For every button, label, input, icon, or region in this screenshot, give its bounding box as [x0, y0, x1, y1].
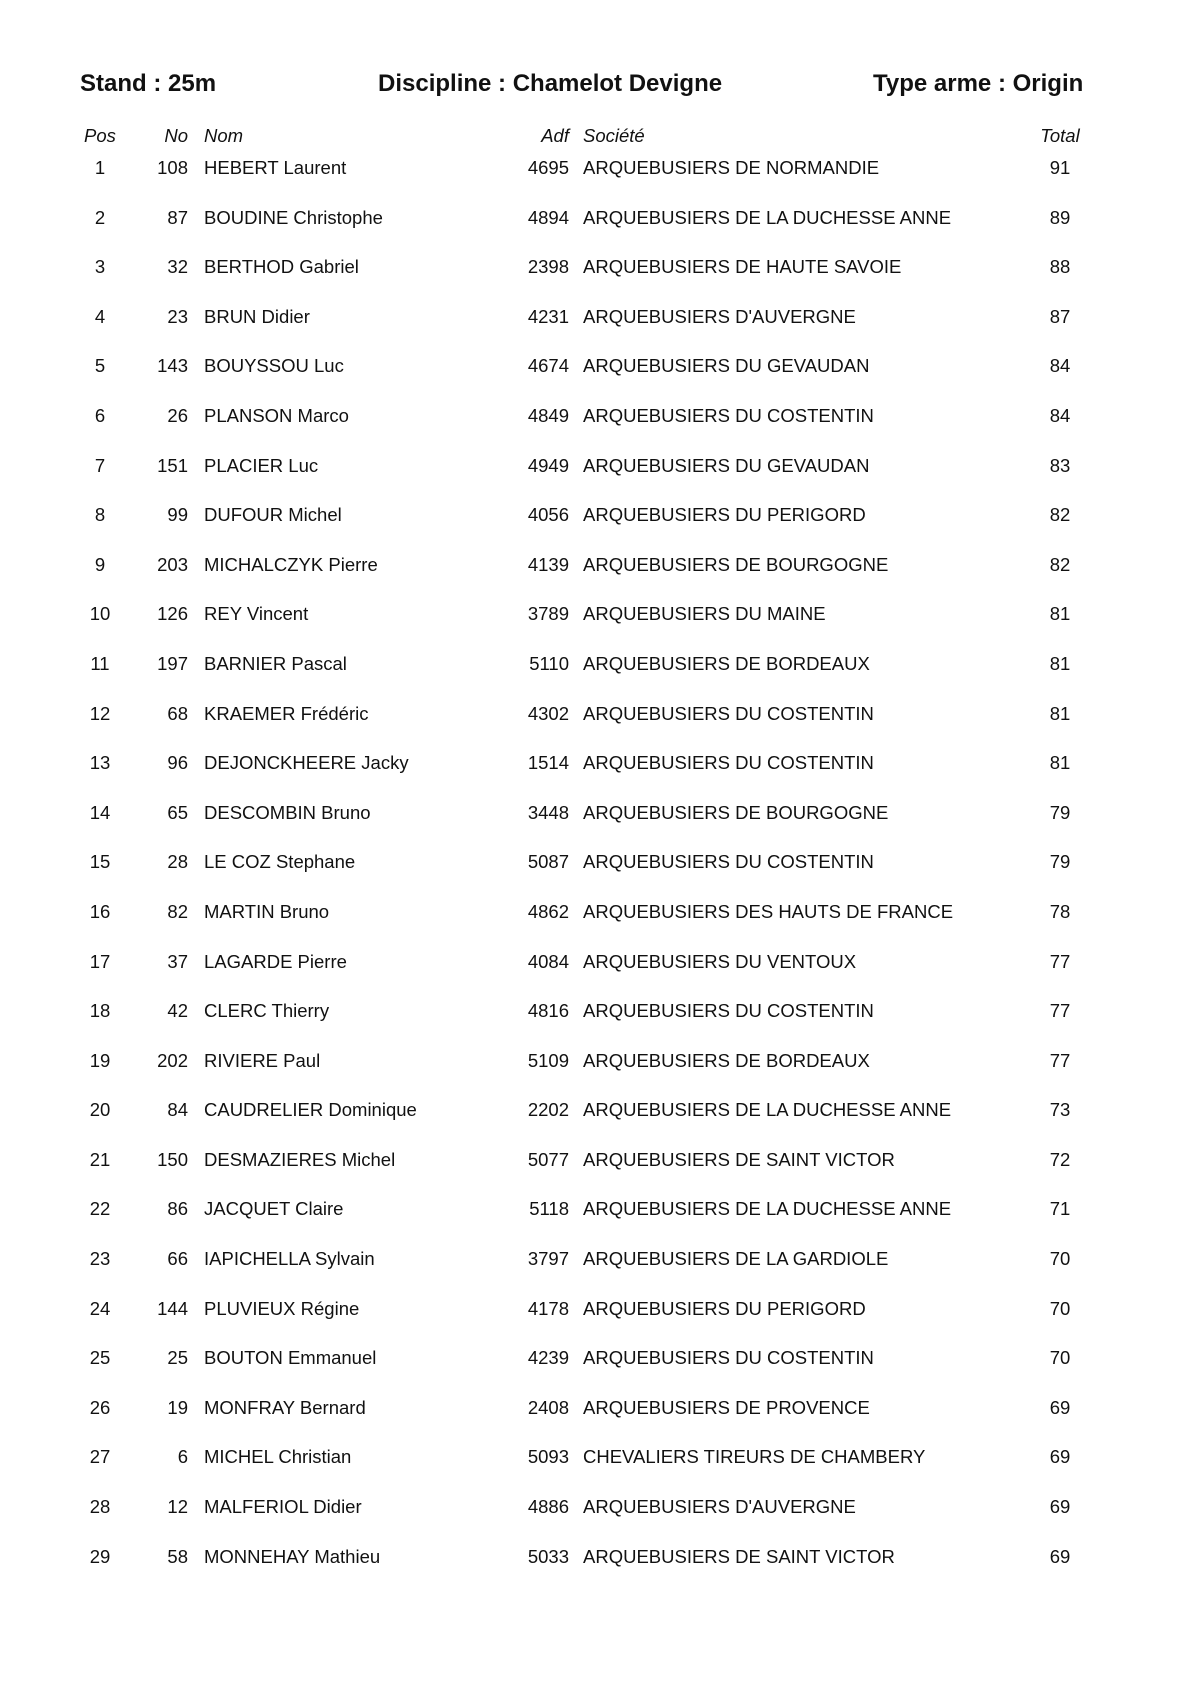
row-societe: ARQUEBUSIERS DE LA DUCHESSE ANNE [583, 1099, 952, 1121]
row-adf: 4674 [527, 355, 569, 377]
row-no: 37 [167, 950, 188, 972]
row-societe: ARQUEBUSIERS DE BOURGOGNE [583, 553, 889, 575]
table-row [0, 405, 1190, 455]
results-table-header [0, 125, 1190, 147]
row-no: 126 [157, 603, 188, 625]
row-adf: 4849 [527, 404, 569, 426]
row-nom: PLANSON Marco [204, 404, 349, 426]
row-societe: ARQUEBUSIERS DU COSTENTIN [583, 702, 874, 724]
row-no: 151 [157, 454, 188, 476]
row-societe: ARQUEBUSIERS DU MAINE [583, 603, 826, 625]
row-pos: 19 [89, 1049, 111, 1071]
row-no: 6 [177, 1446, 188, 1468]
table-row [0, 1050, 1190, 1100]
row-total: 71 [1049, 1198, 1071, 1220]
row-adf: 2202 [527, 1099, 569, 1121]
table-row [0, 256, 1190, 306]
row-societe: ARQUEBUSIERS DE BOURGOGNE [583, 801, 889, 823]
stand-title: Stand : 25m [80, 70, 217, 97]
row-pos: 4 [94, 305, 106, 327]
row-pos: 26 [89, 1396, 111, 1418]
row-adf: 5093 [527, 1446, 569, 1468]
page-header [0, 70, 1190, 110]
table-row [0, 1446, 1190, 1496]
row-pos: 23 [89, 1248, 111, 1270]
row-no: 23 [167, 305, 188, 327]
table-row [0, 1298, 1190, 1348]
row-no: 202 [157, 1049, 188, 1071]
row-societe: ARQUEBUSIERS DU COSTENTIN [583, 1000, 874, 1022]
row-adf: 5110 [529, 652, 569, 674]
table-row [0, 455, 1190, 505]
row-no: 87 [167, 206, 188, 228]
row-total: 73 [1049, 1099, 1071, 1121]
row-pos: 1 [94, 157, 106, 178]
row-pos: 24 [89, 1297, 111, 1319]
row-nom: HEBERT Laurent [204, 157, 347, 178]
table-row [0, 1347, 1190, 1397]
row-pos: 29 [89, 1545, 111, 1567]
row-adf: 4084 [527, 950, 569, 972]
row-nom: PLUVIEUX Régine [204, 1297, 360, 1319]
row-societe: ARQUEBUSIERS DE BORDEAUX [583, 1049, 870, 1071]
row-total: 70 [1049, 1248, 1071, 1270]
row-no: 32 [167, 256, 188, 278]
row-no: 82 [167, 900, 188, 922]
row-total: 89 [1049, 206, 1071, 228]
column-header-adf: Adf [541, 125, 569, 146]
table-row [0, 802, 1190, 852]
row-nom: LAGARDE Pierre [204, 950, 347, 972]
row-nom: DESCOMBIN Bruno [204, 801, 371, 823]
row-adf: 1514 [527, 752, 569, 774]
row-no: 26 [167, 404, 188, 426]
column-header-nom: Nom [204, 125, 244, 146]
table-row [0, 1198, 1190, 1248]
row-nom: BERTHOD Gabriel [204, 256, 359, 278]
row-pos: 3 [94, 256, 106, 278]
row-total: 69 [1049, 1545, 1071, 1567]
row-total: 81 [1049, 603, 1071, 625]
row-adf: 4178 [527, 1297, 569, 1319]
row-no: 99 [167, 504, 188, 526]
row-nom: BRUN Didier [204, 305, 310, 327]
table-row [0, 703, 1190, 753]
row-societe: ARQUEBUSIERS DE HAUTE SAVOIE [583, 256, 902, 278]
table-row [0, 1496, 1190, 1546]
row-nom: DEJONCKHEERE Jacky [204, 752, 409, 774]
table-row [0, 951, 1190, 1001]
row-societe: ARQUEBUSIERS DE SAINT VICTOR [583, 1148, 895, 1170]
row-no: 197 [157, 652, 188, 674]
row-pos: 12 [89, 702, 111, 724]
row-societe: ARQUEBUSIERS DE PROVENCE [583, 1396, 870, 1418]
row-no: 86 [167, 1198, 188, 1220]
row-total: 83 [1049, 454, 1071, 476]
row-societe: ARQUEBUSIERS DU PERIGORD [583, 504, 866, 526]
row-nom: BOUDINE Christophe [204, 206, 383, 228]
row-total: 84 [1049, 404, 1071, 426]
row-total: 79 [1049, 801, 1071, 823]
row-adf: 4949 [527, 454, 569, 476]
row-adf: 4302 [527, 702, 569, 724]
row-pos: 28 [89, 1496, 111, 1518]
row-pos: 11 [90, 652, 110, 674]
row-no: 28 [167, 851, 188, 873]
row-nom: MICHALCZYK Pierre [204, 553, 378, 575]
type-arme-title: Type arme : Origin [873, 70, 1084, 97]
row-total: 72 [1049, 1148, 1071, 1170]
table-row [0, 752, 1190, 802]
row-adf: 4862 [527, 900, 569, 922]
column-header-pos: Pos [84, 125, 116, 146]
table-row [0, 653, 1190, 703]
row-nom: LE COZ Stephane [204, 851, 356, 873]
column-header-societe: Société [583, 125, 645, 146]
row-pos: 27 [89, 1446, 111, 1468]
row-societe: ARQUEBUSIERS DU COSTENTIN [583, 1347, 874, 1369]
row-nom: KRAEMER Frédéric [204, 702, 369, 724]
row-pos: 22 [89, 1198, 111, 1220]
row-nom: MONNEHAY Mathieu [204, 1545, 381, 1567]
row-societe: ARQUEBUSIERS DU PERIGORD [583, 1297, 866, 1319]
row-total: 79 [1049, 851, 1071, 873]
row-societe: ARQUEBUSIERS DU COSTENTIN [583, 752, 874, 774]
row-societe: ARQUEBUSIERS DU VENTOUX [583, 950, 857, 972]
row-pos: 5 [94, 355, 106, 377]
row-total: 77 [1049, 1049, 1071, 1071]
row-no: 68 [167, 702, 188, 724]
row-nom: MICHEL Christian [204, 1446, 352, 1468]
row-total: 69 [1049, 1496, 1071, 1518]
row-total: 88 [1049, 256, 1071, 278]
row-pos: 7 [94, 454, 106, 476]
row-societe: ARQUEBUSIERS DU COSTENTIN [583, 404, 874, 426]
row-societe: ARQUEBUSIERS DE LA DUCHESSE ANNE [583, 1198, 952, 1220]
row-adf: 4056 [527, 504, 569, 526]
row-pos: 14 [89, 801, 111, 823]
row-pos: 13 [89, 752, 111, 774]
row-adf: 4695 [527, 157, 569, 178]
row-adf: 4231 [527, 305, 569, 327]
table-row [0, 157, 1190, 207]
row-pos: 9 [94, 553, 106, 575]
row-nom: JACQUET Claire [204, 1198, 344, 1220]
row-societe: ARQUEBUSIERS DE BORDEAUX [583, 652, 870, 674]
row-total: 70 [1049, 1297, 1071, 1319]
table-row [0, 851, 1190, 901]
row-societe: ARQUEBUSIERS DE LA GARDIOLE [583, 1248, 889, 1270]
row-no: 25 [167, 1347, 188, 1369]
table-row [0, 1248, 1190, 1298]
table-row [0, 554, 1190, 604]
row-total: 81 [1049, 702, 1071, 724]
column-header-no: No [164, 125, 188, 146]
row-no: 144 [157, 1297, 188, 1319]
row-no: 12 [167, 1496, 188, 1518]
row-pos: 10 [89, 603, 111, 625]
table-row [0, 1149, 1190, 1199]
row-nom: RIVIERE Paul [204, 1049, 321, 1071]
row-adf: 2408 [527, 1396, 569, 1418]
row-total: 81 [1049, 752, 1071, 774]
row-societe: ARQUEBUSIERS DU COSTENTIN [583, 851, 874, 873]
row-no: 66 [167, 1248, 188, 1270]
table-row [0, 1099, 1190, 1149]
row-societe: ARQUEBUSIERS DU GEVAUDAN [583, 454, 870, 476]
table-row [0, 901, 1190, 951]
row-nom: BOUTON Emmanuel [204, 1347, 377, 1369]
row-adf: 4139 [527, 553, 569, 575]
row-adf: 5118 [529, 1198, 569, 1220]
row-pos: 17 [89, 950, 111, 972]
row-nom: MALFERIOL Didier [204, 1496, 362, 1518]
row-total: 69 [1049, 1396, 1071, 1418]
row-nom: IAPICHELLA Sylvain [204, 1248, 375, 1270]
row-no: 84 [167, 1099, 188, 1121]
row-adf: 4886 [527, 1496, 569, 1518]
row-pos: 18 [89, 1000, 111, 1022]
row-nom: DUFOUR Michel [204, 504, 342, 526]
row-adf: 5109 [527, 1049, 569, 1071]
row-societe: ARQUEBUSIERS D'AUVERGNE [583, 305, 856, 327]
row-nom: CLERC Thierry [204, 1000, 330, 1022]
table-row [0, 207, 1190, 257]
row-total: 78 [1049, 900, 1071, 922]
row-adf: 4894 [527, 206, 569, 228]
row-adf: 4239 [527, 1347, 569, 1369]
row-nom: BARNIER Pascal [204, 652, 347, 674]
row-adf: 3789 [527, 603, 569, 625]
row-societe: CHEVALIERS TIREURS DE CHAMBERY [583, 1446, 926, 1468]
row-total: 84 [1049, 355, 1071, 377]
row-pos: 21 [89, 1148, 111, 1170]
table-row [0, 1546, 1190, 1596]
row-nom: BOUYSSOU Luc [204, 355, 344, 377]
row-societe: ARQUEBUSIERS D'AUVERGNE [583, 1496, 856, 1518]
row-pos: 6 [94, 404, 106, 426]
table-row [0, 355, 1190, 405]
row-total: 87 [1049, 305, 1071, 327]
row-pos: 8 [94, 504, 106, 526]
row-no: 150 [157, 1148, 188, 1170]
row-total: 69 [1049, 1446, 1071, 1468]
row-no: 65 [167, 801, 188, 823]
row-nom: PLACIER Luc [204, 454, 319, 476]
row-total: 82 [1049, 504, 1071, 526]
row-adf: 4816 [527, 1000, 569, 1022]
discipline-title: Discipline : Chamelot Devigne [378, 70, 723, 97]
table-row [0, 306, 1190, 356]
row-no: 96 [167, 752, 188, 774]
table-row [0, 504, 1190, 554]
row-no: 203 [157, 553, 188, 575]
row-adf: 5087 [527, 851, 569, 873]
row-adf: 5077 [527, 1148, 569, 1170]
column-header-total: Total [1040, 125, 1080, 146]
row-societe: ARQUEBUSIERS DE NORMANDIE [583, 157, 880, 178]
row-total: 91 [1049, 157, 1071, 178]
table-row [0, 603, 1190, 653]
row-adf: 3448 [527, 801, 569, 823]
row-adf: 2398 [527, 256, 569, 278]
row-no: 42 [167, 1000, 188, 1022]
row-total: 77 [1049, 1000, 1071, 1022]
row-nom: MARTIN Bruno [204, 900, 330, 922]
row-societe: ARQUEBUSIERS DE SAINT VICTOR [583, 1545, 895, 1567]
row-adf: 3797 [527, 1248, 569, 1270]
row-pos: 2 [94, 206, 106, 228]
row-total: 70 [1049, 1347, 1071, 1369]
row-pos: 25 [89, 1347, 111, 1369]
results-table-body [0, 157, 1190, 1595]
row-no: 143 [157, 355, 188, 377]
table-row [0, 1000, 1190, 1050]
row-societe: ARQUEBUSIERS DE LA DUCHESSE ANNE [583, 206, 952, 228]
row-total: 77 [1049, 950, 1071, 972]
row-nom: DESMAZIERES Michel [204, 1148, 396, 1170]
row-nom: MONFRAY Bernard [204, 1396, 366, 1418]
row-nom: REY Vincent [204, 603, 309, 625]
row-no: 58 [167, 1545, 188, 1567]
row-nom: CAUDRELIER Dominique [204, 1099, 417, 1121]
table-row [0, 1397, 1190, 1447]
row-societe: ARQUEBUSIERS DU GEVAUDAN [583, 355, 870, 377]
row-no: 19 [167, 1396, 188, 1418]
row-adf: 5033 [527, 1545, 569, 1567]
row-total: 81 [1049, 652, 1071, 674]
row-no: 108 [157, 157, 188, 178]
row-pos: 20 [89, 1099, 111, 1121]
row-pos: 16 [89, 900, 111, 922]
row-pos: 15 [89, 851, 111, 873]
row-societe: ARQUEBUSIERS DES HAUTS DE FRANCE [583, 900, 954, 922]
row-total: 82 [1049, 553, 1071, 575]
